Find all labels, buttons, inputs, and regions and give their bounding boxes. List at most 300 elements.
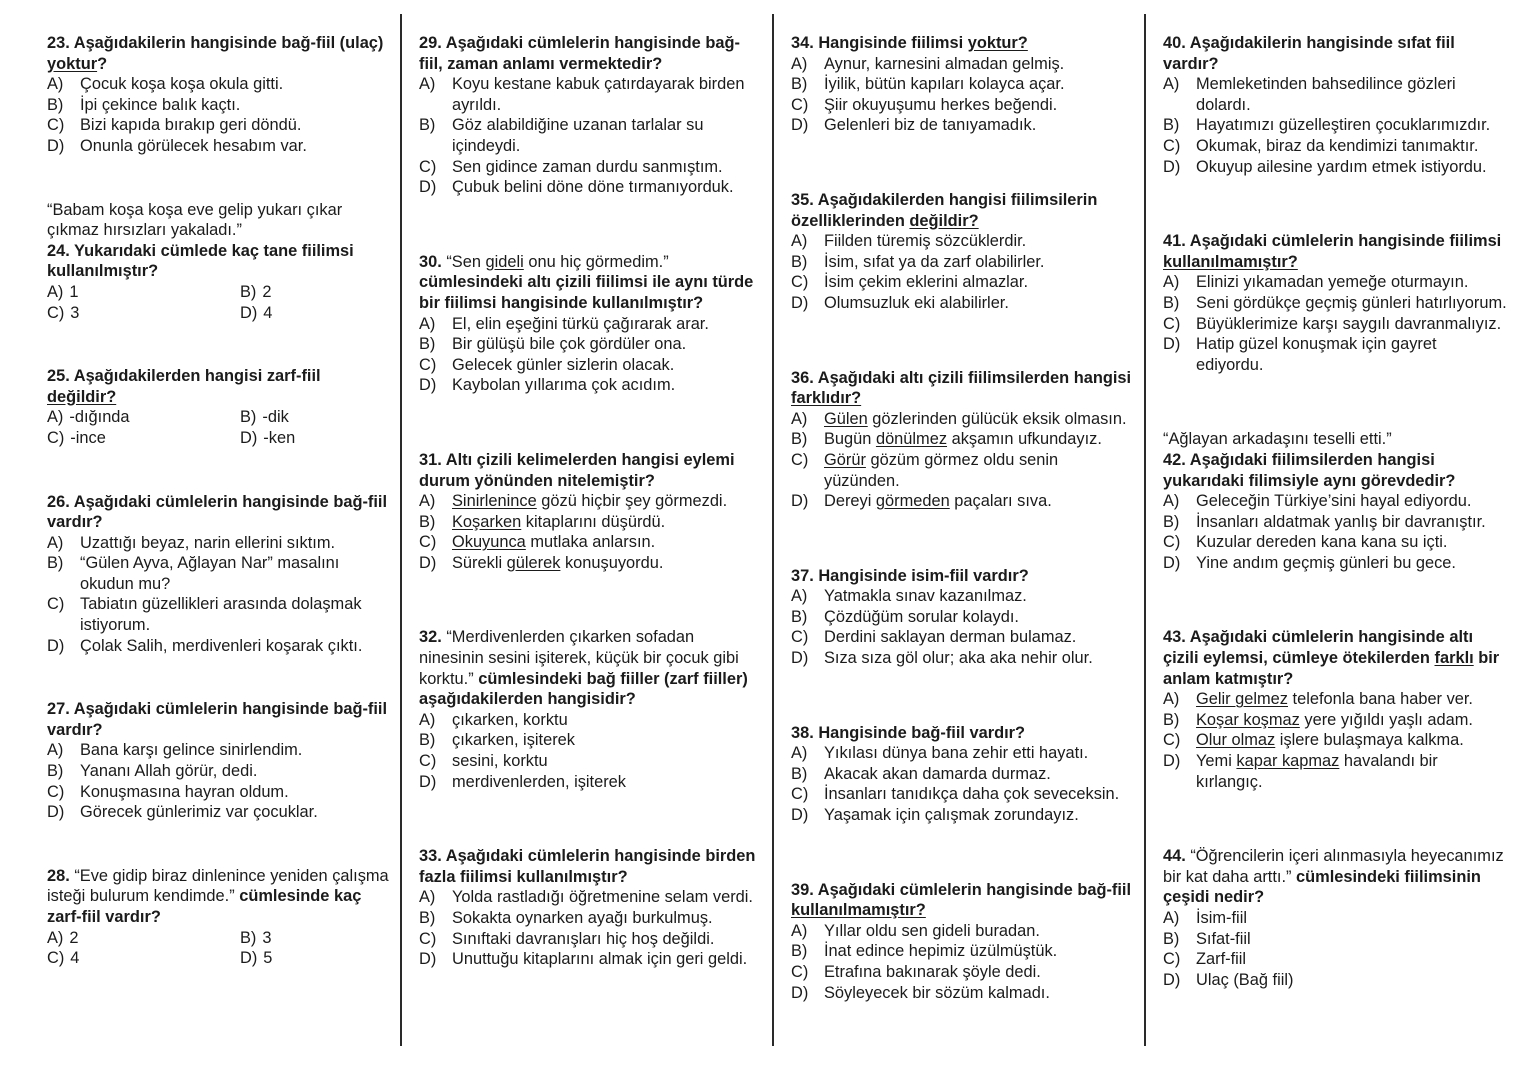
option-text: 4 — [70, 949, 80, 968]
option-letter: D) — [791, 293, 809, 312]
question-block — [419, 33, 763, 198]
option-letter: A) — [1163, 75, 1180, 94]
question-block — [419, 450, 763, 574]
option-text: İnat edince hepimiz üzülmüştük. — [824, 942, 1058, 961]
option-letter: A) — [1163, 273, 1180, 292]
question-passage: “Babam koşa koşa eve gelip yukarı çıkar çıkmaz hırsızları yakaladı.” — [47, 200, 343, 240]
option-letter: A) — [419, 492, 436, 511]
option-text: Çözdüğüm sorular kolaydı. — [824, 607, 1019, 626]
question-title: 30. “Sen gideli onu hiç görmedim.” cümlesindeki altı çizili fiilimsi ile aynı türde bir fiilimsi hangisinde kullanılmıştır? — [419, 252, 754, 312]
option-row — [419, 157, 763, 178]
option-text: Şiir okuyuşumu herkes beğendi. — [824, 95, 1058, 114]
option-row — [1163, 334, 1507, 375]
option-letter: A) — [419, 710, 436, 729]
option-row — [791, 764, 1135, 785]
option-letter: A) — [47, 928, 64, 947]
option-row — [1163, 314, 1507, 335]
option-row — [240, 928, 391, 949]
option-letter: C) — [1163, 533, 1181, 552]
option-letter: C) — [1163, 950, 1181, 969]
option-row — [240, 303, 391, 324]
option-text: Yine andım geçmiş günleri bu gece. — [1196, 553, 1456, 572]
option-letter: C) — [791, 628, 809, 647]
question-block — [419, 627, 763, 792]
option-letter: B) — [1163, 710, 1180, 729]
option-text: Onunla görülecek hesabım var. — [80, 136, 307, 155]
option-text: Etrafına bakınarak şöyle dedi. — [824, 963, 1041, 981]
option-row — [240, 948, 391, 969]
option-text: Memleketinden bahsedilince gözleri dolardı. — [1196, 75, 1456, 114]
option-text: İsim-fiil — [1196, 909, 1247, 927]
question-title: 40. Aşağıdakilerin hangisinde sıfat fiil vardır? — [1163, 34, 1455, 73]
option-text: Görecek günlerimiz var çocuklar. — [80, 803, 318, 822]
option-row — [791, 648, 1135, 669]
option-row — [791, 607, 1135, 628]
question-block — [47, 866, 391, 969]
option-row — [419, 355, 763, 376]
option-row — [791, 941, 1135, 962]
option-row — [1163, 929, 1507, 950]
option-letter: B) — [47, 95, 64, 114]
exam-column-2 — [419, 33, 763, 1080]
option-row — [419, 314, 763, 335]
option-row — [419, 751, 763, 772]
option-row — [47, 928, 240, 949]
option-row — [1163, 293, 1507, 314]
option-letter: A) — [419, 888, 436, 907]
option-text: Uzattığı beyaz, narin ellerini sıktım. — [80, 533, 336, 552]
option-text: Yaşamak için çalışmak zorundayız. — [824, 806, 1079, 825]
option-row — [791, 805, 1135, 826]
option-row — [419, 887, 763, 908]
option-row — [791, 921, 1135, 942]
option-text: çıkarken, korktu — [452, 710, 568, 729]
option-letter: C) — [419, 752, 437, 771]
option-row — [419, 74, 763, 115]
option-letter: C) — [47, 782, 65, 801]
option-letter: D) — [791, 806, 809, 825]
exam-column-4 — [1163, 33, 1507, 1080]
option-row — [791, 450, 1135, 491]
exam-column-1 — [47, 33, 391, 1080]
option-row — [47, 115, 391, 136]
option-letter: A) — [419, 75, 436, 94]
column-divider — [772, 14, 774, 1046]
question-block — [1163, 627, 1507, 792]
option-letter: C) — [791, 273, 809, 292]
option-letter: A) — [419, 314, 436, 333]
options-list — [419, 710, 763, 792]
option-text: El, elin eşeğini türkü çağırarak arar. — [452, 314, 709, 333]
option-row — [1163, 949, 1507, 970]
option-text: 2 — [262, 282, 272, 301]
option-row — [47, 594, 391, 635]
option-letter: A) — [1163, 690, 1180, 709]
option-text: çıkarken, işiterek — [452, 731, 575, 750]
option-text: Koyu kestane kabuk çatırdayarak birden ayrıldı. — [452, 75, 745, 114]
question-block — [791, 566, 1135, 669]
option-text: Derdini saklayan derman bulamaz. — [824, 628, 1077, 647]
option-text: Sen gidince zaman durdu sanmıştım. — [452, 157, 723, 176]
option-row — [791, 983, 1135, 1004]
option-letter: B) — [791, 942, 808, 961]
option-row — [1163, 553, 1507, 574]
option-letter: B) — [419, 731, 436, 750]
option-row — [1163, 512, 1507, 533]
option-letter: C) — [419, 929, 437, 948]
option-letter: D) — [240, 303, 258, 322]
option-row — [47, 74, 391, 95]
option-row — [1163, 157, 1507, 178]
option-row — [47, 802, 391, 823]
question-block — [419, 846, 763, 970]
option-text: Seni gördükçe geçmiş günleri hatırlıyorum. — [1196, 293, 1507, 312]
option-row — [47, 761, 391, 782]
option-row — [419, 491, 763, 512]
option-row — [791, 586, 1135, 607]
question-block — [47, 492, 391, 657]
option-text: Ulaç (Bağ fiil) — [1196, 970, 1294, 989]
option-text: Konuşmasına hayran oldum. — [80, 782, 289, 801]
question-title: 37. Hangisinde isim-fiil vardır? — [791, 566, 1029, 585]
option-letter: A) — [47, 741, 64, 760]
option-row — [791, 74, 1135, 95]
option-letter: D) — [1163, 970, 1181, 989]
option-text: 5 — [263, 949, 273, 968]
question-title: 41. Aşağıdaki cümlelerin hangisinde fiilimsi kullanılmamıştır? — [1163, 232, 1502, 271]
option-text: Dereyi görmeden paçaları sıva. — [824, 492, 1052, 511]
option-letter: C) — [791, 785, 809, 804]
option-row — [791, 409, 1135, 430]
option-text: İpi çekince balık kaçtı. — [80, 95, 241, 114]
options-grid — [47, 928, 391, 969]
option-text: Yolda rastladığı öğretmenine selam verdi. — [452, 888, 753, 907]
question-title: 42. Aşağıdaki fiilimsilerden hangisi yukarıdaki filimsiyle aynı görevdedir? — [1163, 450, 1456, 490]
option-letter: B) — [1163, 929, 1180, 948]
option-row — [419, 532, 763, 553]
option-letter: A) — [791, 54, 808, 73]
option-letter: C) — [1163, 731, 1181, 750]
options-list — [791, 409, 1135, 512]
option-text: Göz alabildiğine uzanan tarlalar su içindeydi. — [452, 116, 704, 155]
option-text: Büyüklerimize karşı saygılı davranmalıyız. — [1196, 314, 1502, 333]
option-row — [419, 949, 763, 970]
options-list — [1163, 272, 1507, 375]
option-text: İsim çekim eklerini almazlar. — [824, 273, 1029, 292]
option-text: Sürekli gülerek konuşuyordu. — [452, 553, 664, 572]
option-row — [791, 54, 1135, 75]
option-text: -dik — [262, 408, 289, 427]
question-block — [1163, 429, 1507, 573]
option-letter: B) — [240, 928, 257, 947]
option-text: Zarf-fiil — [1196, 950, 1247, 969]
question-block — [791, 368, 1135, 512]
option-text: 4 — [263, 303, 273, 322]
option-text: Gelir gelmez telefonla bana haber ver. — [1196, 690, 1473, 709]
options-list — [1163, 491, 1507, 573]
option-row — [1163, 970, 1507, 991]
option-row — [47, 782, 391, 803]
option-letter: D) — [47, 636, 65, 655]
option-letter: C) — [419, 355, 437, 374]
option-text: Yıllar oldu sen gideli buradan. — [824, 921, 1040, 940]
option-row — [419, 115, 763, 156]
option-row — [419, 334, 763, 355]
question-title: 26. Aşağıdaki cümlelerin hangisinde bağ-fiil vardır? — [47, 492, 388, 532]
option-letter: C) — [1163, 136, 1181, 155]
options-list — [1163, 74, 1507, 177]
option-row — [1163, 751, 1507, 792]
options-list — [419, 491, 763, 573]
option-letter: C) — [419, 533, 437, 552]
options-grid — [47, 282, 391, 323]
option-letter: B) — [240, 282, 257, 301]
option-row — [1163, 710, 1507, 731]
question-block — [47, 699, 391, 823]
option-text: -dığında — [69, 408, 130, 427]
option-text: Çocuk koşa koşa okula gitti. — [80, 75, 284, 94]
option-text: Söyleyecek bir sözüm kalmadı. — [824, 983, 1050, 1002]
option-text: Elinizi yıkamadan yemeğe oturmayın. — [1196, 273, 1469, 292]
option-letter: C) — [47, 428, 65, 447]
option-row — [47, 553, 391, 594]
option-text: merdivenlerden, işiterek — [452, 772, 626, 791]
option-row — [1163, 730, 1507, 751]
option-letter: C) — [419, 157, 437, 176]
options-list — [1163, 908, 1507, 990]
option-row — [419, 177, 763, 198]
option-text: Sınıftaki davranışları hiç hoş değildi. — [452, 929, 715, 948]
option-text: Yatmakla sınav kazanılmaz. — [824, 587, 1027, 606]
question-block — [1163, 33, 1507, 177]
option-letter: C) — [47, 595, 65, 614]
options-list — [419, 314, 763, 396]
question-title: 39. Aşağıdaki cümlelerin hangisinde bağ-fiil kullanılmamıştır? — [791, 880, 1132, 920]
option-text: Bana karşı gelince sinirlendim. — [80, 741, 303, 760]
option-text: Çubuk belini döne döne tırmanıyorduk. — [452, 178, 734, 197]
options-list — [791, 54, 1135, 136]
option-text: Yananı Allah görür, dedi. — [80, 762, 258, 781]
option-letter: B) — [791, 764, 808, 783]
option-text: Unuttuğu kitaplarını almak için geri geldi. — [452, 950, 748, 969]
option-text: -ince — [70, 428, 106, 447]
question-block — [791, 190, 1135, 314]
option-letter: B) — [419, 116, 436, 135]
question-title: 33. Aşağıdaki cümlelerin hangisinde birden fazla fiilimsi kullanılmıştır? — [419, 847, 756, 886]
option-letter: B) — [791, 430, 808, 449]
option-row — [47, 407, 240, 428]
option-text: Koşar koşmaz yere yığıldı yaşlı adam. — [1196, 710, 1473, 729]
option-letter: A) — [1163, 492, 1180, 511]
options-list — [47, 533, 391, 657]
question-title: 35. Aşağıdakilerden hangisi fiilimsilerin özelliklerinden değildir? — [791, 190, 1098, 230]
option-letter: A) — [791, 409, 808, 428]
question-title: 25. Aşağıdakilerden hangisi zarf-fiil değildir? — [47, 367, 321, 406]
column-divider — [400, 14, 402, 1046]
option-text: Sokakta oynarken ayağı burkulmuş. — [452, 909, 713, 927]
option-row — [1163, 491, 1507, 512]
option-letter: B) — [419, 512, 436, 531]
option-letter: D) — [419, 772, 437, 791]
option-letter: A) — [791, 921, 808, 940]
option-row — [1163, 272, 1507, 293]
option-letter: D) — [791, 492, 809, 511]
option-letter: D) — [47, 803, 65, 822]
option-text: Yıkılası dünya bana zehir etti hayatı. — [824, 744, 1089, 763]
option-letter: B) — [419, 335, 436, 354]
option-text: Okuyup ailesine yardım etmek istiyordu. — [1196, 157, 1487, 176]
option-row — [47, 636, 391, 657]
question-title: 36. Aşağıdaki altı çizili fiilimsilerden hangisi farklıdır? — [791, 368, 1132, 408]
options-list — [791, 743, 1135, 825]
options-list — [1163, 689, 1507, 792]
option-letter: C) — [791, 963, 809, 981]
options-list — [47, 74, 391, 156]
option-text: Görür gözüm görmez oldu senin yüzünden. — [824, 450, 1059, 490]
option-text: Geleceğin Türkiye’sini hayal ediyordu. — [1196, 492, 1472, 511]
question-block — [791, 33, 1135, 136]
option-row — [791, 252, 1135, 273]
option-letter: B) — [47, 554, 64, 573]
option-text: sesini, korktu — [452, 752, 548, 771]
option-row — [1163, 115, 1507, 136]
option-letter: D) — [419, 950, 437, 969]
option-letter: B) — [47, 762, 64, 781]
option-row — [240, 407, 391, 428]
option-text: Çolak Salih, merdivenleri koşarak çıktı. — [80, 636, 363, 655]
option-row — [240, 428, 391, 449]
option-letter: A) — [47, 533, 64, 552]
option-text: Fiilden türemiş sözcüklerdir. — [824, 232, 1027, 251]
option-row — [791, 231, 1135, 252]
option-text: İyilik, bütün kapıları kolayca açar. — [824, 75, 1065, 94]
option-row — [1163, 908, 1507, 929]
option-text: Sinirlenince gözü hiçbir şey görmezdi. — [452, 492, 728, 511]
option-letter: A) — [47, 408, 64, 427]
question-title: 32. “Merdivenlerden çıkarken sofadan ninesinin sesini işiterek, küçük bir çocuk gibi korktu.” cümlesindeki bağ fiiller (zarf fiiller) aşağıdakilerden hangisidir? — [419, 628, 748, 709]
option-text: İnsanları tanıdıkça daha çok seveceksin. — [824, 785, 1120, 804]
options-list — [419, 74, 763, 198]
option-text: İsim, sıfat ya da zarf olabilirler. — [824, 252, 1045, 271]
option-letter: A) — [1163, 909, 1180, 927]
question-title: 29. Aşağıdaki cümlelerin hangisinde bağ-fiil, zaman anlamı vermektedir? — [419, 34, 740, 73]
option-letter: D) — [419, 376, 437, 395]
option-row — [791, 627, 1135, 648]
question-block — [419, 252, 763, 396]
option-row — [791, 429, 1135, 450]
option-text: Gelenleri biz de tanıyamadık. — [824, 116, 1037, 135]
option-letter: D) — [419, 553, 437, 572]
options-list — [47, 740, 391, 822]
question-block — [47, 33, 391, 157]
option-row — [47, 136, 391, 157]
question-title: 38. Hangisinde bağ-fiil vardır? — [791, 723, 1026, 742]
option-letter: A) — [47, 282, 64, 301]
option-text: Hatip güzel konuşmak için gayret ediyordu. — [1196, 335, 1437, 374]
option-row — [1163, 689, 1507, 710]
options-list — [791, 231, 1135, 313]
option-row — [419, 512, 763, 533]
option-letter: B) — [1163, 293, 1180, 312]
option-row — [1163, 74, 1507, 115]
option-letter: B) — [791, 75, 808, 94]
option-text: Gülen gözlerinden gülücük eksik olmasın. — [824, 409, 1127, 428]
option-row — [791, 272, 1135, 293]
question-block — [47, 200, 391, 324]
option-row — [419, 772, 763, 793]
option-letter: B) — [1163, 116, 1180, 135]
option-row — [47, 95, 391, 116]
option-text: Kuzular dereden kana kana su içti. — [1196, 533, 1448, 552]
option-text: 3 — [262, 928, 272, 947]
option-letter: A) — [791, 587, 808, 606]
option-letter: B) — [1163, 512, 1180, 531]
option-row — [419, 730, 763, 751]
exam-column-3 — [791, 33, 1135, 1080]
question-title: 23. Aşağıdakilerin hangisinde bağ-fiil (ulaç) yoktur? — [47, 34, 384, 73]
option-row — [47, 740, 391, 761]
question-title: 44. “Öğrencilerin içeri alınmasıyla heyecanımız bir kat daha arttı.” cümlesindeki fiilimsinin çeşidi nedir? — [1163, 847, 1504, 907]
option-text: Kaybolan yıllarıma çok acıdım. — [452, 376, 676, 395]
column-divider — [1144, 14, 1146, 1046]
option-row — [419, 929, 763, 950]
option-row — [791, 293, 1135, 314]
option-letter: C) — [47, 303, 65, 322]
option-text: İnsanları aldatmak yanlış bir davranıştır. — [1196, 512, 1486, 531]
option-letter: A) — [791, 744, 808, 763]
option-text: 2 — [69, 928, 79, 947]
option-letter: C) — [791, 450, 809, 469]
option-text: Olumsuzluk eki alabilirler. — [824, 293, 1009, 312]
option-letter: B) — [240, 408, 257, 427]
option-row — [1163, 136, 1507, 157]
option-row — [791, 115, 1135, 136]
option-row — [419, 553, 763, 574]
option-text: Olur olmaz işlere bulaşmaya kalkma. — [1196, 731, 1464, 750]
option-row — [419, 908, 763, 929]
option-letter: B) — [419, 909, 436, 927]
option-letter: D) — [1163, 157, 1181, 176]
option-letter: C) — [47, 116, 65, 135]
question-title: 28. “Eve gidip biraz dinlenince yeniden çalışma isteği bulurum kendimde.” cümlesinde kaç zarf-fiil vardır? — [47, 866, 389, 926]
options-list — [791, 586, 1135, 668]
question-title: 31. Altı çizili kelimelerden hangisi eylemi durum yönünden nitelemiştir? — [419, 450, 735, 490]
option-letter: D) — [240, 949, 258, 968]
option-text: Sıza sıza göl olur; aka aka nehir olur. — [824, 649, 1093, 668]
option-letter: C) — [47, 949, 65, 968]
question-block — [791, 880, 1135, 1004]
option-letter: D) — [1163, 553, 1181, 572]
option-text: Akacak akan damarda durmaz. — [824, 764, 1051, 783]
question-block — [791, 723, 1135, 826]
option-row — [47, 948, 240, 969]
option-row — [47, 282, 240, 303]
option-row — [47, 533, 391, 554]
options-list — [791, 921, 1135, 1003]
question-block — [47, 366, 391, 448]
option-row — [419, 710, 763, 731]
option-row — [791, 784, 1135, 805]
option-letter: D) — [419, 178, 437, 197]
question-title: 34. Hangisinde fiilimsi yoktur? — [791, 34, 1028, 52]
option-row — [419, 375, 763, 396]
option-text: Yemi kapar kapmaz havalandı bir kırlangıç. — [1196, 752, 1438, 791]
option-row — [47, 428, 240, 449]
option-letter: D) — [240, 428, 258, 447]
question-passage: “Ağlayan arkadaşını teselli etti.” — [1163, 430, 1392, 449]
option-text: Gelecek günler sizlerin olacak. — [452, 355, 675, 374]
option-letter: C) — [791, 95, 809, 114]
